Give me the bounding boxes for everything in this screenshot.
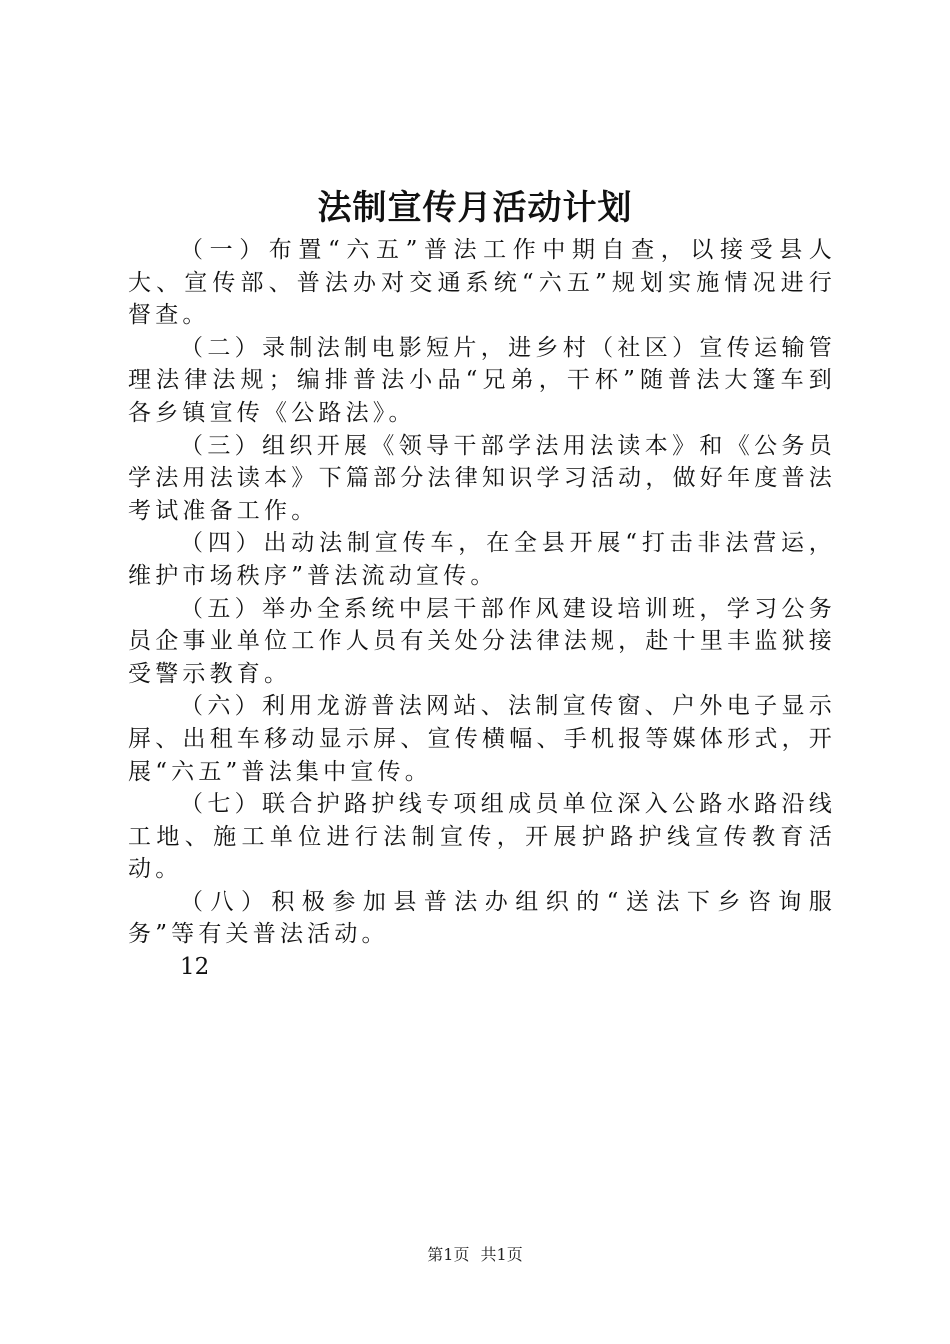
page-number: 第1页	[427, 1245, 470, 1264]
document-title: 法制宣传月活动计划	[317, 188, 633, 228]
paragraph-7: （七）联合护路护线专项组成员单位深入公路水路沿线工地、施工单位进行法制宣传，开展护路护线宣传教育活动。	[128, 791, 836, 883]
paragraph-4: （四）出动法制宣传车，在全县开展“打击非法营运，维护市场秩序”普法流动宣传。	[128, 530, 836, 589]
page-total: 共1页	[480, 1245, 523, 1264]
trailing-number: 12	[180, 954, 210, 981]
document-body	[128, 234, 836, 984]
page-footer	[0, 1244, 950, 1266]
paragraph-5: （五）举办全系统中层干部作风建设培训班，学习公务员企事业单位工作人员有关处分法律法规，赴十里丰监狱接受警示教育。	[128, 595, 836, 687]
paragraph-3: （三）组织开展《领导干部学法用法读本》和《公务员学法用法读本》下篇部分法律知识学习活动，做好年度普法考试准备工作。	[128, 432, 836, 524]
paragraph-2: （二）录制法制电影短片，进乡村（社区）宣传运输管理法律法规；编排普法小品“兄弟，干杯”随普法大篷车到各乡镇宣传《公路法》。	[128, 334, 836, 426]
paragraph-6: （六）利用龙游普法网站、法制宣传窗、户外电子显示屏、出租车移动显示屏、宣传横幅、手机报等媒体形式，开展“六五”普法集中宣传。	[128, 693, 836, 785]
paragraph-8: （八）积极参加县普法办组织的“送法下乡咨询服务”等有关普法活动。	[128, 888, 836, 948]
paragraph-1: （一）布置“六五”普法工作中期自查，以接受县人大、宣传部、普法办对交通系统“六五”规划实施情况进行督查。	[128, 237, 836, 329]
